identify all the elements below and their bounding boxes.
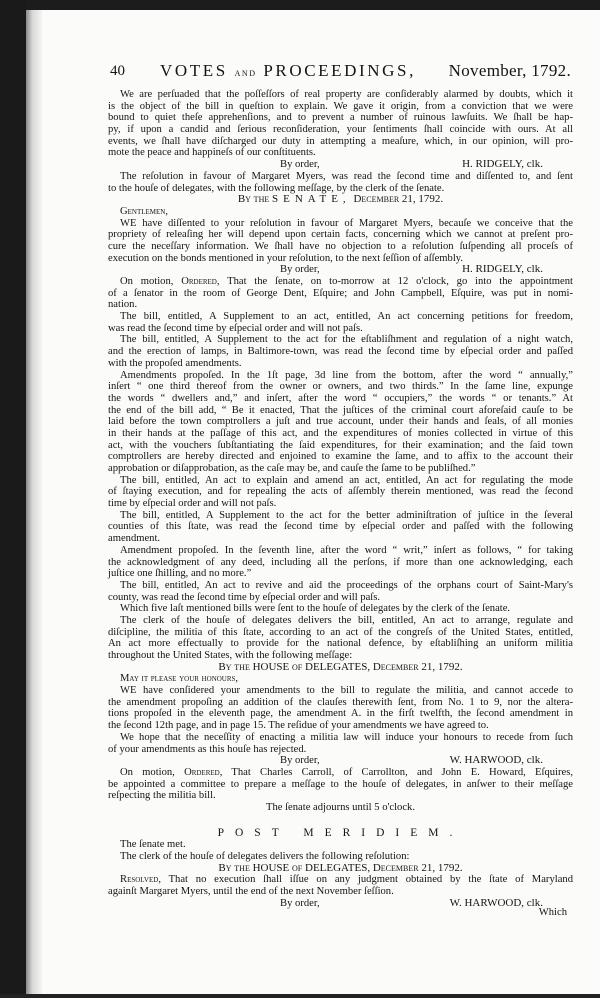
text-line: the acknowledgment of any deed, including all the perſons, if more than one acknowledging, each bbox=[108, 556, 573, 568]
page-gutter-fold bbox=[26, 10, 42, 998]
text-line: propriety of releaſing her will depend upon certain facts, concerning which we cannot at preſent pro- bbox=[108, 229, 573, 241]
text-line: juſtice one ſhilling, and no more.” bbox=[108, 568, 252, 580]
salutation: May it please your honours, bbox=[120, 673, 239, 685]
text-segment: DELEGATES, bbox=[305, 861, 371, 874]
text-line: Amendments propoſed. In the 1ſt page, 3d line from the bottom, after the word “ annually,” bbox=[120, 369, 573, 381]
text-segment: On motion, bbox=[120, 766, 185, 778]
text-segment: Resolved bbox=[120, 874, 159, 886]
page-body bbox=[108, 89, 573, 919]
text-segment: 21, 1792. bbox=[421, 660, 463, 673]
text-line: the words “ dwellers and,” and inſert, after the word “ occupiers,” the words “ or tenants.” At bbox=[108, 392, 573, 404]
text-segment: December bbox=[370, 660, 422, 673]
text-line: diſcipline, the militia of this ſtate, according to an act of the congreſs of the United States, entitled, bbox=[108, 626, 573, 638]
paragraph bbox=[108, 732, 573, 755]
text-line: in their hands at the paſſage of this act, and the expenditures of monies collected in virtue of this bbox=[108, 427, 573, 439]
text-line bbox=[108, 874, 573, 886]
catchword: Which bbox=[538, 907, 567, 919]
text-line: WE have conſidered your amendments to the bill to regulate the militia, and cannot accede to bbox=[120, 685, 573, 697]
text-line: the amendment propoſing an addition of the clauſes therewith ſent, from No. 1 to 9, nor the altera- bbox=[108, 696, 573, 708]
clerk-name: H. RIDGELY, clk. bbox=[462, 263, 543, 276]
text-line: The bill, entitled, A Supplement to an act, entitled, An act concerning petitions for freedom, bbox=[120, 311, 573, 323]
paragraph bbox=[108, 545, 573, 580]
text-segment: SENATE, bbox=[271, 193, 351, 206]
clerk-name: H. RIDGELY, clk. bbox=[462, 158, 543, 171]
text-line: The reſolution in favour of Margaret Myers, was read the ſecond time and diſſented to, and ſent bbox=[120, 170, 573, 182]
text-segment: 21, 1792. bbox=[421, 861, 463, 874]
message-heading bbox=[108, 194, 573, 206]
paragraph bbox=[108, 334, 573, 369]
text-line: amendment. bbox=[108, 533, 161, 545]
text-line: We are perſuaded that the poſſeſſors of real property are conſiderably alarmed by doubts, which it bbox=[120, 89, 573, 100]
paragraph bbox=[108, 311, 573, 334]
paragraph bbox=[108, 171, 573, 194]
text-line: was read the ſecond time by eſpecial order and will not paſs. bbox=[108, 322, 363, 334]
by-order-text: By order, bbox=[280, 897, 320, 909]
running-date: November, 1792. bbox=[448, 61, 571, 80]
paragraph bbox=[108, 874, 573, 897]
clerk-name: W. HARWOOD, clk. bbox=[449, 896, 543, 909]
text-line: tions propoſed in the eleventh page, the amendment A. in the firſt twelfth, the ſecond amendment in bbox=[108, 708, 573, 720]
text-line: againſt Margaret Myers, until the end of the next November ſeſſion. bbox=[108, 886, 394, 898]
paragraph bbox=[108, 685, 573, 732]
text-segment: HOUSE bbox=[252, 861, 290, 874]
text-line: The ſenate met. bbox=[120, 839, 186, 851]
running-title-and: and bbox=[234, 67, 257, 79]
text-line: county, was read the ſecond time by eſpecial order and will paſs. bbox=[108, 591, 381, 603]
salutation: Gentlemen, bbox=[120, 205, 169, 217]
text-segment: DELEGATES, bbox=[305, 660, 371, 673]
text-line: WE have diſſented to your reſolution in favour of Margaret Myers, becauſe we conceive that the bbox=[120, 217, 573, 229]
paragraph bbox=[108, 603, 573, 615]
signature-line bbox=[108, 264, 573, 276]
text-segment: HOUSE bbox=[252, 660, 290, 673]
paragraph bbox=[108, 615, 573, 662]
text-line: py, if upon a candid and ſerious reconſideration, your ſentiments ſhall coincide with ours. At all bbox=[108, 124, 573, 136]
paragraph bbox=[108, 475, 573, 510]
paragraph bbox=[108, 89, 573, 159]
paragraph bbox=[108, 218, 573, 265]
section-spacer bbox=[108, 814, 573, 828]
text-line: and the erection of lamps, in Baltimore-town, was read the ſecond time by eſpecial order and paſſed bbox=[108, 346, 573, 358]
text-segment: , That Charles Carroll, of Carrollton, and John E. Howard, Eſquires, bbox=[219, 766, 573, 778]
scan-border-left bbox=[0, 0, 26, 998]
paragraph bbox=[108, 370, 573, 475]
text-segment: December bbox=[350, 193, 402, 206]
text-segment: Ordered bbox=[184, 766, 220, 778]
text-line: execution on the bonds mentioned in your reſolution, to the next ſeſſion of aſſembly. bbox=[108, 252, 464, 264]
text-segment: of bbox=[289, 861, 305, 874]
text-line: laid before the town comptrollers a juſt and true account, under their hands and ſeals, of all monies bbox=[108, 416, 573, 428]
text-line: throughout the United States, with the following meſſage: bbox=[108, 650, 353, 661]
text-line bbox=[108, 276, 573, 288]
text-line: mote the peace and happineſs of our conſtituents. bbox=[108, 147, 316, 159]
clerk-name: W. HARWOOD, clk. bbox=[449, 754, 543, 767]
adjournment-note: The ſenate adjourns until 5 o'clock. bbox=[265, 801, 415, 813]
text-line: act, with the vouchers ſubſtantiating the ſaid expenditures, for their examination; and the ſaid town bbox=[108, 439, 573, 451]
text-line: of your amendments as this houſe has rejected. bbox=[108, 743, 307, 755]
text-segment: By the bbox=[218, 660, 253, 673]
text-line: cure the neceſſary information. We ſhall have no objection to a reſolution ſuſpending all proceſs of bbox=[108, 240, 573, 252]
text-line: Which five laſt mentioned bills were ſent to the houſe of delegates by the clerk of the ſenate. bbox=[120, 603, 511, 615]
paragraph bbox=[108, 767, 573, 802]
text-line: be appointed a committee to prepare a meſſage to the houſe of delegates, in anſwer to their meſſage bbox=[108, 778, 573, 790]
text-line: The bill, entitled, An act to revive and aid the proceedings of the orphans court of Saint-Mary's bbox=[120, 579, 573, 591]
text-line: time by eſpecial order and will not paſs. bbox=[108, 498, 277, 510]
message-heading bbox=[108, 863, 573, 875]
message-heading bbox=[108, 662, 573, 674]
scan-border-top bbox=[0, 0, 600, 10]
text-line: The bill, entitled, A Supplement to the act for the eſtabliſhment and regulation of a night watch, bbox=[120, 334, 573, 346]
running-title-votes: VOTES bbox=[160, 61, 228, 80]
paragraph bbox=[108, 839, 573, 851]
signature-line bbox=[108, 755, 573, 767]
text-line: is the object of the bill in queſtion to explain. We gave it origin, from a conviction that we were bbox=[108, 100, 573, 112]
text-line: An act more effectually to provide for the national defence, by eſtabliſhing an uniform militia bbox=[108, 638, 573, 650]
text-line: of a ſenator in the room of George Dent, Eſquire; and John Campbell, Eſquire, was put in nomi- bbox=[108, 287, 573, 299]
by-order-text: By order, bbox=[280, 159, 320, 171]
text-line: bound to quiet theſe apprehenſions, and to prevent a number of ruinous lawſuits. We ſhall be hap- bbox=[108, 112, 573, 124]
scan-border-bottom bbox=[0, 994, 600, 998]
signature-line bbox=[108, 159, 573, 171]
text-line: The clerk of the houſe of delegates delivers the bill, entitled, An act to arrange, regulate and bbox=[120, 614, 573, 626]
by-order-text: By order, bbox=[280, 264, 320, 276]
by-order-text: By order, bbox=[280, 755, 320, 767]
text-line: counties of this ſtate, was read the ſecond time by eſpecial order and paſſed with the following bbox=[108, 521, 573, 533]
text-segment: Ordered bbox=[181, 276, 217, 287]
signature-line bbox=[108, 898, 573, 910]
text-segment: of bbox=[289, 660, 305, 673]
paragraph bbox=[108, 276, 573, 311]
section-heading-post-meridiem: POST MERIDIEM. bbox=[217, 826, 464, 839]
text-line: reſpecting the militia bill. bbox=[108, 790, 216, 802]
text-segment: December bbox=[370, 861, 422, 874]
running-title bbox=[160, 61, 416, 81]
text-line: comptrollers are hereby directed and enjoined to examine the ſame, and to affix to the account their bbox=[108, 451, 573, 463]
text-line: of ſtaying execution, and for repealing the acts of aſſembly therein mentioned, was read the ſecond bbox=[108, 486, 573, 498]
text-line: the ſecond 12th page, and in page 15. The reſidue of your amendments we have agreed to. bbox=[108, 720, 489, 732]
running-title-proceedings: PROCEEDINGS, bbox=[263, 61, 416, 80]
text-line: with the propoſed amendments. bbox=[108, 357, 242, 369]
text-segment: , That no execution ſhall iſſue on any judgment obtained by the ſtate of Maryland bbox=[158, 874, 573, 886]
text-line: inſert “ one third thereof from the owner or owners, and two thirds.” In the ſame line, expunge bbox=[108, 381, 573, 393]
text-line: nation. bbox=[108, 299, 138, 311]
running-head bbox=[108, 61, 573, 83]
paragraph bbox=[108, 580, 573, 603]
text-segment: On motion, bbox=[120, 276, 182, 287]
text-segment: By the bbox=[218, 861, 253, 874]
text-line: approbation or diſapprobation, as the caſe may be, and cauſe the ſame to be publiſhed.” bbox=[108, 463, 476, 474]
text-segment: 21, 1792. bbox=[401, 193, 444, 206]
text-line: We hope that the neceſſity of enacting a militia law will induce your honours to recede from ſuch bbox=[120, 731, 573, 743]
text-line: Amendment propoſed. In the ſeventh line, after the word “ writ,” inſert as follows, “ for taking bbox=[120, 544, 573, 556]
text-line: the end of the bill add, “ Be it enacted, That the juſtices of the criminal court aforeſaid cauſe to be bbox=[108, 404, 573, 416]
text-line: events, we ſhall have diſcharged our duty in attempting a meaſure, which, in our opinion, will pro- bbox=[108, 135, 573, 147]
text-line: to the houſe of delegates, with the following meſſage, by the clerk of the ſenate. bbox=[108, 182, 445, 194]
text-line bbox=[108, 767, 573, 779]
text-line: The clerk of the houſe of delegates delivers the following reſolution: bbox=[120, 851, 410, 862]
page-number: 40 bbox=[110, 63, 125, 79]
text-line: The bill, entitled, A Supplement to the act for the better adminiſtration of juſtice in the ſeveral bbox=[120, 509, 573, 521]
text-segment: , That the ſenate, on to-morrow at 12 o'clock, go into the appointment bbox=[216, 276, 573, 287]
paragraph bbox=[108, 510, 573, 545]
text-line: The bill, entitled, An act to explain and amend an act, entitled, An act for regulating the mode bbox=[120, 474, 573, 486]
text-segment: By the bbox=[237, 193, 272, 206]
